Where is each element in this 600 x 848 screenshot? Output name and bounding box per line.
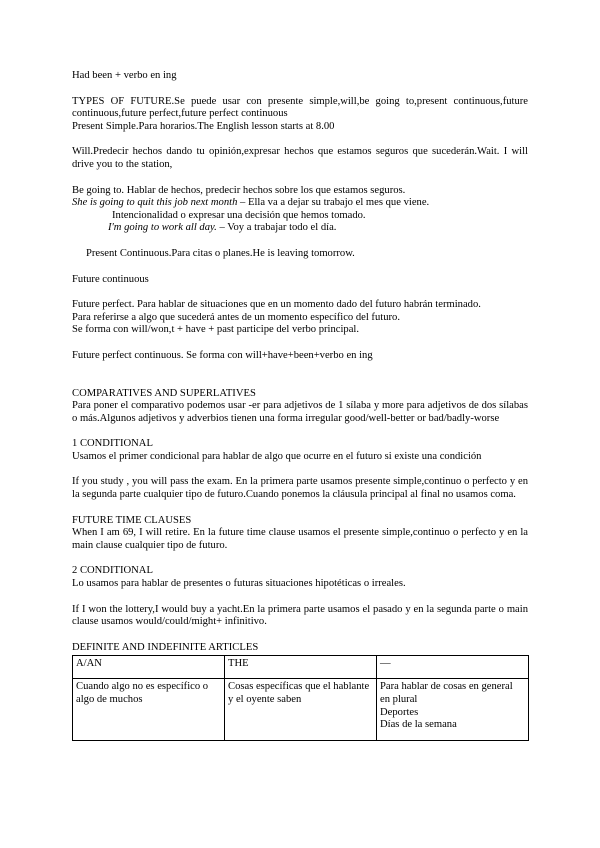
articles-table-row	[73, 679, 529, 741]
second-conditional-text: Lo usamos para hablar de presentes o futuras situaciones hipotéticas o irreales.	[72, 578, 406, 590]
articles-heading: DEFINITE AND INDEFINITE ARTICLES	[72, 641, 259, 653]
articles-cell-a-an: Cuando algo no es específico o algo de muchos	[73, 679, 225, 741]
comparatives-text: Para poner el comparativo podemos usar -er para adjetivos de 1 sílaba y more para adjetivos de dos sílabas o más.Algunos adjetivos y adverbios tienen una forma irregular good/well-better or bad/badly-worse	[72, 400, 528, 424]
going-to-text: Be going to. Hablar de hechos, predecir hechos sobre los que estamos seguros.	[72, 184, 406, 196]
had-been-line: Had been + verbo en ing	[72, 70, 177, 81]
future-continuous-text: Future continuous	[72, 273, 149, 285]
future-time-clauses-text: When I am 69, I will retire. En la future time clause usamos el presente simple,continuo o perfecto y en la main clause cualquier tipo de futuro.	[72, 527, 528, 551]
future-perfect-line-2: Para referirse a algo que sucederá antes de un momento específico del futuro.	[72, 311, 400, 323]
future-perfect-continuous-text: Future perfect continuous. Se forma con will+have+been+verbo en ing	[72, 349, 373, 361]
intention-text: Intencionalidad o expresar una decisión que hemos tomado.	[112, 209, 366, 221]
articles-table	[72, 655, 529, 741]
future-time-clauses-block	[72, 515, 528, 553]
going-to-example-en: She is going to quit this job next month	[72, 197, 238, 209]
first-conditional-example: If you study , you will pass the exam. En la primera parte usamos presente simple,continuo o perfecto y en la segunda parte cualquier tipo de futuro.Cuando ponemos la cláusula principal al final no usamos coma.	[72, 476, 528, 501]
articles-header-the: THE	[225, 656, 377, 679]
articles-cell-the: Cosas específicas que el hablante y el oyente saben	[225, 679, 377, 741]
articles-cell-zero	[377, 679, 529, 741]
future-perfect-block	[72, 299, 528, 337]
second-conditional-example: If I won the lottery,I would buy a yacht.En la primera parte usamos el pasado y en la segunda parte o main clause usamos would/could/might+ infinitivo.	[72, 603, 528, 628]
first-conditional-heading: 1 CONDITIONAL	[72, 438, 153, 450]
intention-example-en: I'm going to work all day.	[108, 222, 217, 234]
articles-zero-line-3: Días de la semana	[380, 719, 457, 731]
going-to-block	[72, 185, 528, 235]
present-continuous-text: Present Continuous.Para citas o planes.He is leaving tomorrow.	[86, 247, 355, 259]
articles-table-header-row	[73, 656, 529, 679]
going-to-example	[72, 197, 528, 210]
future-time-clauses-heading: FUTURE TIME CLAUSES	[72, 514, 192, 526]
will-text: Will.Predecir hechos dando tu opinión,expresar hechos que estamos seguros que sucederán.Wait. I will drive you to the station,	[72, 146, 528, 170]
going-to-example-es: – Ella va a dejar su trabajo el mes que viene.	[237, 197, 430, 209]
first-conditional-text: Usamos el primer condicional para hablar de algo que ocurre en el futuro si existe una condición	[72, 450, 482, 462]
types-of-future-block	[72, 96, 528, 134]
present-simple-text: Present Simple.Para horarios.The English lesson starts at 8.00	[72, 120, 335, 132]
comparatives-block	[72, 388, 528, 426]
articles-header-a-an: A/AN	[73, 656, 225, 679]
future-perfect-line-1: Future perfect. Para hablar de situaciones que en un momento dado del futuro habrán terminado.	[72, 299, 481, 311]
intention-example	[72, 222, 528, 235]
articles-zero-line-1: Para hablar de cosas en general en plural	[380, 681, 513, 705]
types-of-future-text: TYPES OF FUTURE.Se puede usar con presente simple,will,be going to,present continuous,future continuous,future perfect,future perfect continuous	[72, 95, 528, 120]
second-conditional-heading: 2 CONDITIONAL	[72, 565, 153, 577]
future-perfect-line-3: Se forma con will/won,t + have + past participe del verbo principal.	[72, 324, 360, 336]
articles-header-zero: —	[377, 656, 529, 679]
comparatives-heading: COMPARATIVES AND SUPERLATIVES	[72, 387, 256, 399]
intention-example-es: – Voy a trabajar todo el día.	[216, 222, 337, 234]
second-conditional-block	[72, 565, 528, 590]
document-page	[72, 70, 528, 741]
articles-zero-line-2: Deportes	[380, 706, 419, 718]
first-conditional-block	[72, 438, 528, 463]
